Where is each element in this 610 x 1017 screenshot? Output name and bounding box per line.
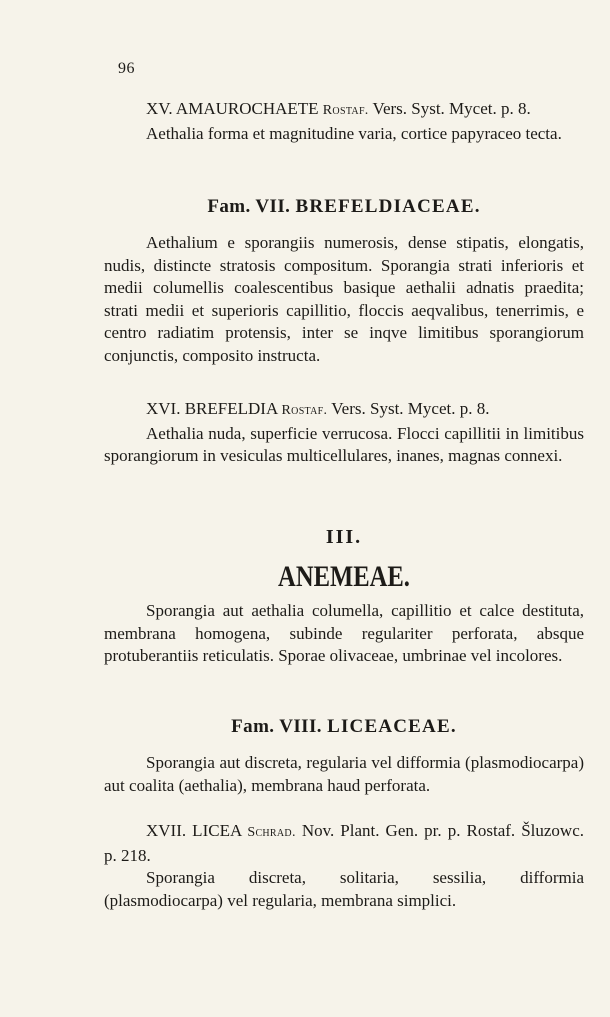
genus-entry-amaurochaete xyxy=(104,98,584,145)
genus-reference: Vers. Syst. Mycet. p. 8. xyxy=(327,399,490,418)
genus-entry-licea xyxy=(104,820,584,912)
genus-heading xyxy=(104,398,584,423)
family-description-liceaceae xyxy=(104,752,584,797)
order-heading: ANEMEAE. xyxy=(278,560,410,593)
family-prefix: Fam. VII. xyxy=(207,196,291,217)
order-description xyxy=(104,600,584,668)
family-heading-brefeldiaceae xyxy=(104,196,584,218)
family-name: LICEACEAE. xyxy=(327,716,457,737)
genus-description: Sporangia discreta, solitaria, sessilia, difformia (plasmodiocarpa) vel regularia, membrana simplici. xyxy=(104,868,584,910)
page-number: 96 xyxy=(118,60,135,77)
order-description-text: Sporangia aut aethalia columella, capillitio et calce destituta, membrana homogena, subinde regulariter perforata, absque protuberantiis reticulatis. Sporae olivaceae, umbrinae vel incolores. xyxy=(104,601,584,665)
family-name: BREFELDIACEAE. xyxy=(295,196,481,217)
section-number: III. xyxy=(325,526,363,548)
family-heading-liceaceae xyxy=(104,716,584,738)
order-heading-wrap xyxy=(104,560,584,594)
family-description-text: Aethalium e sporangiis numerosis, dense stipatis, elongatis, nudis, distincte stratosis compositum. Sporangia strati inferioris et medii columellis coalescentibus basique aethalii adnatis praedita; strati medii et superioris capillitio, floccis aeqvalibus, tenerrimis, e centro radiatim protensis, inter se inqve limitibus sporangiorum conjunctis, composito instructa. xyxy=(104,233,584,365)
genus-heading xyxy=(104,98,584,123)
genus-number-name: XVII. LICEA xyxy=(146,821,242,840)
genus-entry-brefeldia xyxy=(104,398,584,468)
genus-author: Rostaf. xyxy=(322,103,369,118)
genus-number-name: XVI. BREFELDIA xyxy=(146,399,278,418)
genus-description: Aethalia nuda, superficie verrucosa. Flocci capillitii in limitibus sporangiorum in vesiculas multicellulares, inanes, magnas connexi. xyxy=(104,423,584,465)
family-description-text: Sporangia aut discreta, regularia vel difformia (plasmodiocarpa) aut coalita (aethalia), membrana haud perforata. xyxy=(104,753,584,795)
genus-description: Aethalia forma et magnitudine varia, cortice papyraceo tecta. xyxy=(146,123,562,143)
genus-heading xyxy=(104,820,584,867)
family-prefix: Fam. VIII. xyxy=(231,716,322,737)
genus-author: Schrad. xyxy=(247,825,296,840)
family-description-brefeldiaceae xyxy=(104,232,584,367)
genus-reference: Nov. Plant. Gen. pr. p. Rostaf. Šluzowc. p. 218. xyxy=(104,821,584,865)
genus-reference: Vers. Syst. Mycet. p. 8. xyxy=(368,99,531,118)
genus-author: Rostaf. xyxy=(281,403,328,418)
genus-number-name: XV. AMAUROCHAETE xyxy=(146,99,319,118)
